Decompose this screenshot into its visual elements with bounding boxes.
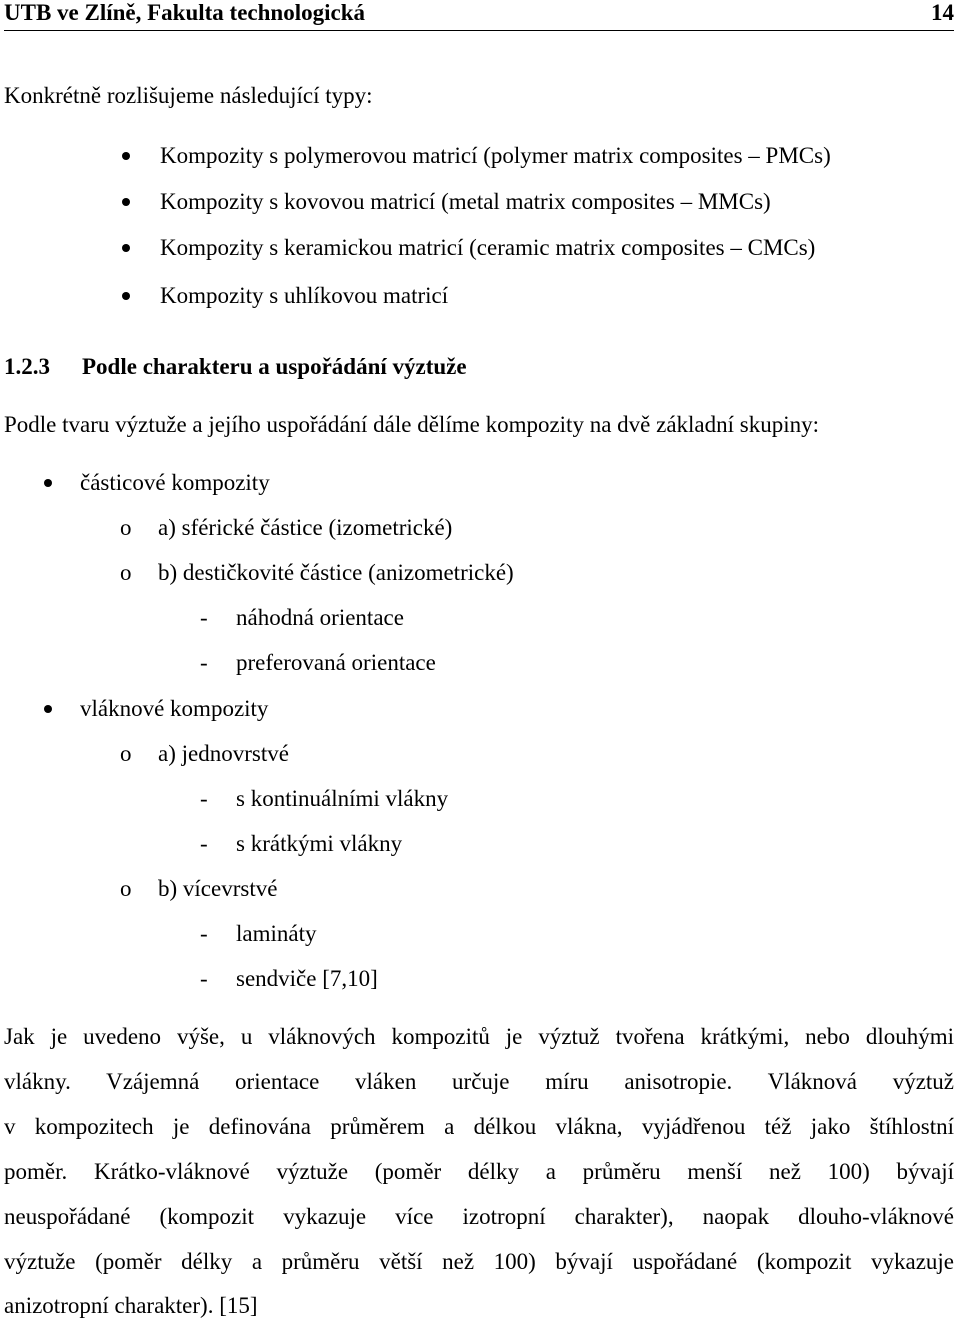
paragraph-line: v kompozitech je definována průměrem a délkou vlákna, vyjádřenou též jako štíhlostní bbox=[4, 1114, 954, 1139]
dash-bullet-icon: - bbox=[200, 605, 208, 630]
section-title: Podle charakteru a uspořádání výztuže bbox=[82, 354, 467, 379]
bullet-icon bbox=[44, 479, 52, 487]
outline-subsubitem: lamináty bbox=[236, 921, 317, 946]
paragraph-line: neuspořádané (kompozit vykazuje více izotropní charakter), naopak dlouho-vláknové bbox=[4, 1204, 954, 1229]
paragraph-line: anizotropní charakter). [15] bbox=[4, 1293, 258, 1318]
dash-bullet-icon: - bbox=[200, 786, 208, 811]
bullet-icon bbox=[122, 152, 130, 160]
page-header bbox=[4, 0, 954, 31]
paragraph-line: Jak je uvedeno výše, u vláknových kompozitů je výztuž tvořena krátkými, nebo dlouhými bbox=[4, 1024, 954, 1049]
bullet-icon bbox=[122, 244, 130, 252]
dash-bullet-icon: - bbox=[200, 650, 208, 675]
list-item: Kompozity s uhlíkovou matricí bbox=[160, 283, 449, 308]
outline-subsubitem: preferovaná orientace bbox=[236, 650, 436, 675]
section-number: 1.2.3 bbox=[4, 354, 50, 379]
paragraph-line: výztuže (poměr délky a průměru větší než 100) bývají uspořádané (kompozit vykazuje bbox=[4, 1249, 954, 1274]
section-intro: Podle tvaru výztuže a jejího uspořádání dále dělíme kompozity na dvě základní skupiny: bbox=[4, 412, 819, 437]
circle-bullet-icon: o bbox=[120, 560, 132, 585]
page-number: 14 bbox=[931, 0, 954, 25]
outline-item-particle: částicové kompozity bbox=[80, 470, 270, 495]
paragraph-line: vlákny. Vzájemná orientace vláken určuje míru anisotropie. Vláknová výztuž bbox=[4, 1069, 954, 1094]
bullet-icon bbox=[122, 198, 130, 206]
outline-subitem: a) jednovrstvé bbox=[158, 741, 289, 766]
outline-subitem: a) sférické částice (izometrické) bbox=[158, 515, 453, 540]
circle-bullet-icon: o bbox=[120, 515, 132, 540]
dash-bullet-icon: - bbox=[200, 831, 208, 856]
outline-subsubitem: s krátkými vlákny bbox=[236, 831, 403, 856]
outline-subitem: b) destičkovité částice (anizometrické) bbox=[158, 560, 514, 585]
list-item: Kompozity s keramickou matricí (ceramic matrix composites – CMCs) bbox=[160, 235, 816, 260]
dash-bullet-icon: - bbox=[200, 966, 208, 991]
dash-bullet-icon: - bbox=[200, 921, 208, 946]
outline-subsubitem: náhodná orientace bbox=[236, 605, 404, 630]
header-title: UTB ve Zlíně, Fakulta technologická bbox=[4, 0, 365, 25]
outline-item-fiber: vláknové kompozity bbox=[80, 696, 269, 721]
list-item: Kompozity s polymerovou matricí (polymer matrix composites – PMCs) bbox=[160, 143, 831, 168]
circle-bullet-icon: o bbox=[120, 741, 132, 766]
paragraph-line: poměr. Krátko-vláknové výztuže (poměr délky a průměru menší než 100) bývají bbox=[4, 1159, 954, 1184]
circle-bullet-icon: o bbox=[120, 876, 132, 901]
outline-subsubitem: sendviče [7,10] bbox=[236, 966, 378, 991]
outline-subsubitem: s kontinuálními vlákny bbox=[236, 786, 449, 811]
bullet-icon bbox=[44, 705, 52, 713]
intro-text: Konkrétně rozlišujeme následující typy: bbox=[4, 83, 373, 108]
list-item: Kompozity s kovovou matricí (metal matrix composites – MMCs) bbox=[160, 189, 771, 214]
bullet-icon bbox=[122, 292, 130, 300]
outline-subitem: b) vícevrstvé bbox=[158, 876, 278, 901]
